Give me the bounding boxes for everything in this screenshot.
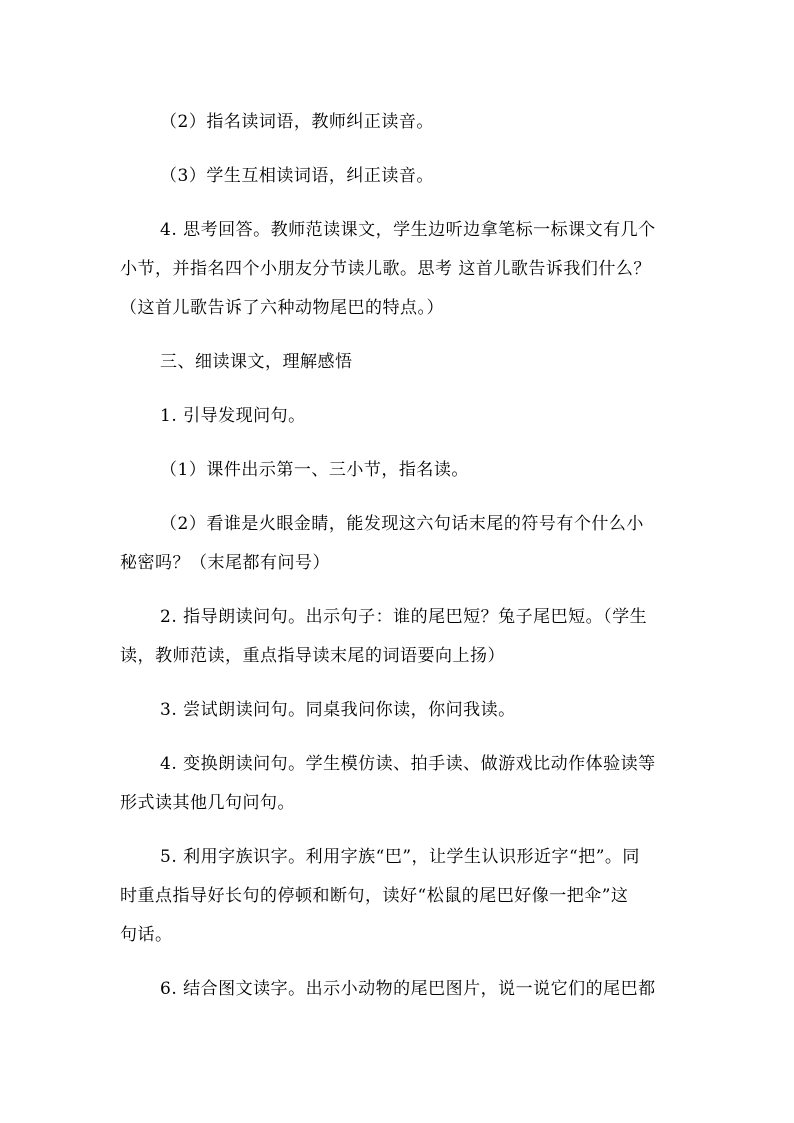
paragraph-line: （1）课件出示第一、三小节，指名读。: [160, 460, 469, 480]
paragraph-line: 3. 尝试朗读问句。同桌我问你读，你问我读。: [160, 700, 516, 720]
paragraph-line: 4. 思考回答。教师范读课文，学生边听边拿笔标一标课文有几个: [160, 220, 656, 240]
paragraph-line: 读，教师范读，重点指导读末尾的词语要向上扬）: [120, 646, 505, 666]
paragraph-line: 2. 指导朗读问句。出示句子：谁的尾巴短？兔子尾巴短。（学生: [160, 607, 648, 627]
paragraph-line: 秘密吗？（末尾都有问号）: [120, 553, 330, 573]
paragraph-line: （3）学生互相读词语，纠正读音。: [160, 166, 434, 186]
paragraph-line: 5. 利用字族识字。利用字族“巴”，让学生认识形近字“把”。同: [160, 847, 640, 867]
paragraph-line: 时重点指导好长句的停顿和断句，读好“松鼠的尾巴好像一把伞”这: [120, 886, 629, 906]
paragraph-line: 句话。: [120, 925, 173, 945]
paragraph-line: 小节，并指名四个小朋友分节读儿歌。思考 这首儿歌告诉我们什么？: [120, 259, 651, 279]
paragraph-line: 4. 变换朗读问句。学生模仿读、拍手读、做游戏比动作体验读等: [160, 754, 656, 774]
paragraph-line: 6. 结合图文读字。出示小动物的尾巴图片，说一说它们的尾巴都: [160, 979, 656, 999]
paragraph-line: （这首儿歌告诉了六种动物尾巴的特点。）: [120, 298, 444, 318]
paragraph-line: （2）看谁是火眼金睛，能发现这六句话末尾的符号有个什么小: [160, 514, 644, 534]
section-heading: 三、细读课文，理解感悟: [160, 352, 353, 372]
paragraph-line: （2）指名读词语，教师纠正读音。: [160, 112, 434, 132]
paragraph-line: 形式读其他几句问句。: [120, 793, 295, 813]
paragraph-line: 1. 引导发现问句。: [160, 406, 306, 426]
